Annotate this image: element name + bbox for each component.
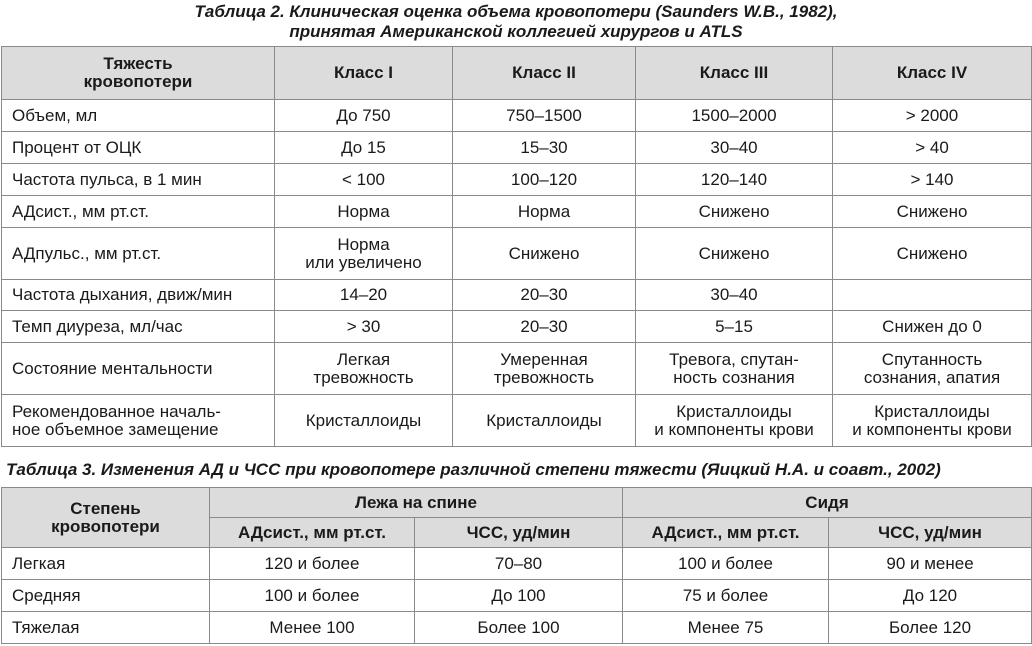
table-cell: До 15 (275, 132, 453, 164)
table3-header-group-row (2, 488, 1032, 518)
table-cell (833, 280, 1032, 311)
table-cell: 120 и более (210, 548, 415, 580)
row-label: Объем, мл (2, 100, 275, 132)
table-cell: 30–40 (636, 132, 833, 164)
table-row (2, 343, 1032, 395)
table-cell: 14–20 (275, 280, 453, 311)
table2-header-row (2, 47, 1032, 100)
table-cell: Спутанность сознания, апатия (833, 343, 1032, 395)
table-cell: 100 и более (210, 580, 415, 612)
row-label: Состояние ментальности (2, 343, 275, 395)
table-cell: 15–30 (453, 132, 636, 164)
table-cell: Легкая тревожность (275, 343, 453, 395)
table-cell: Менее 100 (210, 612, 415, 644)
table-cell: Снижено (453, 228, 636, 280)
table-cell: 5–15 (636, 311, 833, 343)
table-cell: 20–30 (453, 311, 636, 343)
table3-header-sitting: Сидя (623, 488, 1032, 518)
table-cell: < 100 (275, 164, 453, 196)
table-row (2, 580, 1032, 612)
table-cell: 1500–2000 (636, 100, 833, 132)
table-cell: Снижен до 0 (833, 311, 1032, 343)
table-cell: > 30 (275, 311, 453, 343)
table-cell: 750–1500 (453, 100, 636, 132)
table-cell: Снижено (833, 228, 1032, 280)
table-cell: Кристаллоиды (453, 395, 636, 447)
row-label: АДсист., мм рт.ст. (2, 196, 275, 228)
table-cell: 70–80 (415, 548, 623, 580)
bp-hr-change-table (1, 487, 1032, 644)
row-label: АДпульс., мм рт.ст. (2, 228, 275, 280)
table3-header-severity: Степень кровопотери (2, 488, 210, 548)
table3-header-hr-lying: ЧСС, уд/мин (415, 518, 623, 548)
row-label: Средняя (2, 580, 210, 612)
table-cell: 90 и менее (829, 548, 1032, 580)
table2-caption-line2: принятая Американской коллегией хирургов и ATLS (289, 22, 743, 41)
table-cell: > 2000 (833, 100, 1032, 132)
table-row (2, 100, 1032, 132)
table-row (2, 196, 1032, 228)
table-cell: До 120 (829, 580, 1032, 612)
table3-header-sbp-lying: АДсист., мм рт.ст. (210, 518, 415, 548)
table-cell: > 40 (833, 132, 1032, 164)
table2-header-class-1: Класс I (275, 47, 453, 100)
table-row (2, 228, 1032, 280)
table-cell: Снижено (833, 196, 1032, 228)
table2-header-class-4: Класс IV (833, 47, 1032, 100)
table-cell: До 100 (415, 580, 623, 612)
table-cell: Норма или увеличено (275, 228, 453, 280)
table-cell: Тревога, спутан- ность сознания (636, 343, 833, 395)
table-cell: Более 120 (829, 612, 1032, 644)
row-label: Рекомендованное началь- ное объемное замещение (2, 395, 275, 447)
table-cell: 30–40 (636, 280, 833, 311)
table-cell: До 750 (275, 100, 453, 132)
table-row (2, 132, 1032, 164)
table-row (2, 164, 1032, 196)
table-cell: Норма (453, 196, 636, 228)
table2-header-class-3: Класс III (636, 47, 833, 100)
row-label: Темп диуреза, мл/час (2, 311, 275, 343)
row-label: Частота пульса, в 1 мин (2, 164, 275, 196)
table-row (2, 311, 1032, 343)
table-cell: 100–120 (453, 164, 636, 196)
table3-header-sbp-sitting: АДсист., мм рт.ст. (623, 518, 829, 548)
table3-header-lying: Лежа на спине (210, 488, 623, 518)
row-label: Частота дыхания, движ/мин (2, 280, 275, 311)
table-cell: 20–30 (453, 280, 636, 311)
table-row (2, 280, 1032, 311)
table-cell: Менее 75 (623, 612, 829, 644)
table2-header-severity: Тяжесть кровопотери (2, 47, 275, 100)
row-label: Тяжелая (2, 612, 210, 644)
table-cell: Снижено (636, 228, 833, 280)
table-cell: 75 и более (623, 580, 829, 612)
table3-caption: Таблица 3. Изменения АД и ЧСС при кровопотере различной степени тяжести (Яицкий Н.А. и соавт., 2002) (6, 460, 941, 479)
blood-loss-class-table (1, 46, 1032, 447)
table-cell: Снижено (636, 196, 833, 228)
table-row (2, 548, 1032, 580)
row-label: Легкая (2, 548, 210, 580)
table-cell: > 140 (833, 164, 1032, 196)
table3-header-hr-sitting: ЧСС, уд/мин (829, 518, 1032, 548)
row-label: Процент от ОЦК (2, 132, 275, 164)
table-cell: 100 и более (623, 548, 829, 580)
table-cell: Кристаллоиды и компоненты крови (636, 395, 833, 447)
table-cell: Норма (275, 196, 453, 228)
table-row (2, 395, 1032, 447)
table-row (2, 612, 1032, 644)
table2-header-class-2: Класс II (453, 47, 636, 100)
table-cell: 120–140 (636, 164, 833, 196)
table-cell: Умеренная тревожность (453, 343, 636, 395)
table2-caption (0, 2, 1032, 42)
table-cell: Кристаллоиды и компоненты крови (833, 395, 1032, 447)
table-cell: Более 100 (415, 612, 623, 644)
table-cell: Кристаллоиды (275, 395, 453, 447)
table2-caption-line1: Таблица 2. Клиническая оценка объема кровопотери (Saunders W.B., 1982), (194, 2, 838, 21)
